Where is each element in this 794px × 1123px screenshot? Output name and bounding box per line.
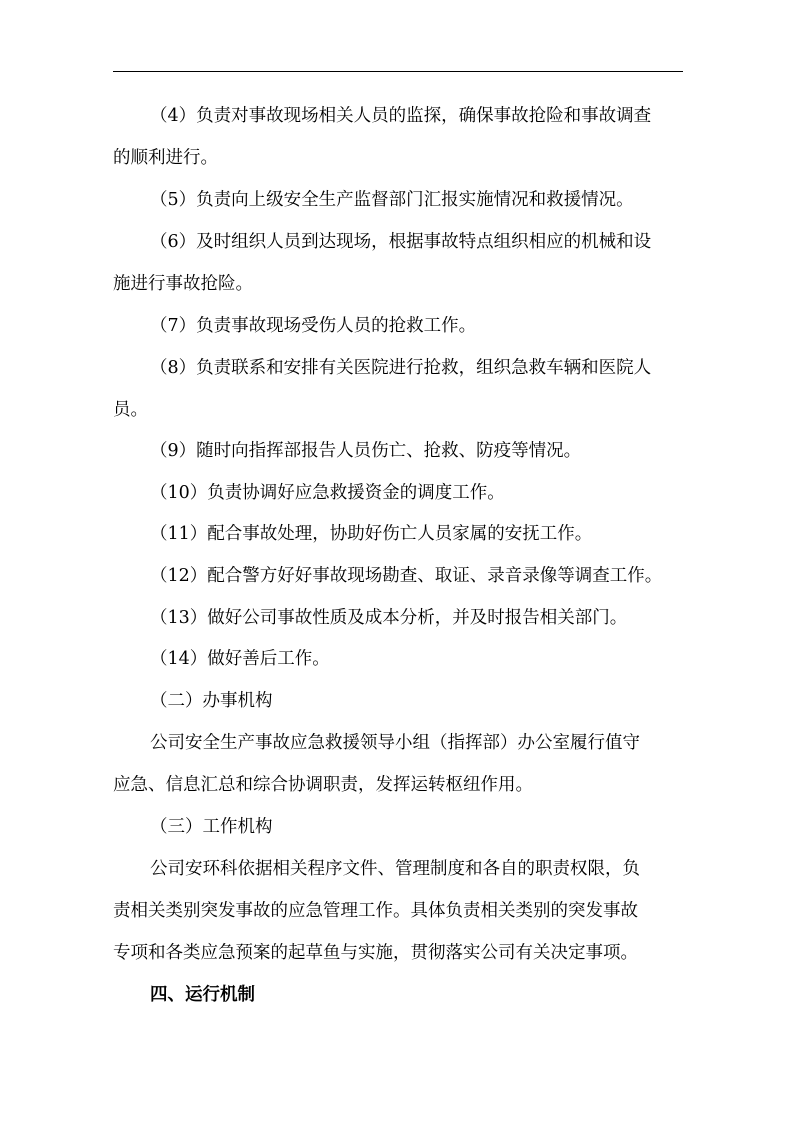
text-line-6: （7）负责事故现场受伤人员的抢救工作。: [150, 316, 477, 336]
text-line-4: （6）及时组织人员到达现场，根据事故特点组织相应的机械和设: [150, 232, 652, 252]
text-line-7: （8）负责联系和安排有关医院进行抢救，组织急救车辆和医院人: [150, 358, 652, 378]
text-line-10: （10）负责协调好应急救援资金的调度工作。: [150, 483, 505, 503]
text-line-13: （13）做好公司事故性质及成本分析，并及时报告相关部门。: [150, 608, 628, 628]
text-line-21: 专项和各类应急预案的起草鱼与实施，贯彻落实公司有关决定事项。: [113, 943, 638, 963]
text-line-12: （12）配合警方好好事故现场勘查、取证、录音录像等调查工作。: [150, 566, 663, 586]
text-line-8: 员。: [113, 400, 148, 420]
text-line-16: 公司安全生产事故应急救援领导小组（指挥部）办公室履行值守: [150, 733, 640, 753]
text-line-19: 公司安环科依据相关程序文件、管理制度和各自的职责权限，负: [150, 859, 640, 879]
text-line-14: （14）做好善后工作。: [150, 649, 330, 669]
text-line-9: （9）随时向指挥部报告人员伤亡、抢救、防疫等情况。: [150, 441, 582, 461]
text-line-20: 责相关类别突发事故的应急管理工作。具体负责相关类别的突发事故: [113, 901, 638, 921]
text-line-2: 的顺利进行。: [113, 148, 218, 168]
header-rule: [113, 71, 683, 72]
text-line-17: 应急、信息汇总和综合协调职责，发挥运转枢纽作用。: [113, 775, 533, 795]
text-line-11: （11）配合事故处理，协助好伤亡人员家属的安抚工作。: [150, 524, 593, 544]
section-heading-3: （三）工作机构: [150, 817, 273, 837]
text-line-3: （5）负责向上级安全生产监督部门汇报实施情况和救援情况。: [150, 190, 634, 210]
text-line-1: （4）负责对事故现场相关人员的监探，确保事故抢险和事故调查: [150, 106, 652, 126]
chapter-heading: 四、运行机制: [150, 985, 255, 1005]
section-heading-2: （二）办事机构: [150, 691, 273, 711]
text-line-5: 施进行事故抢险。: [113, 274, 253, 294]
